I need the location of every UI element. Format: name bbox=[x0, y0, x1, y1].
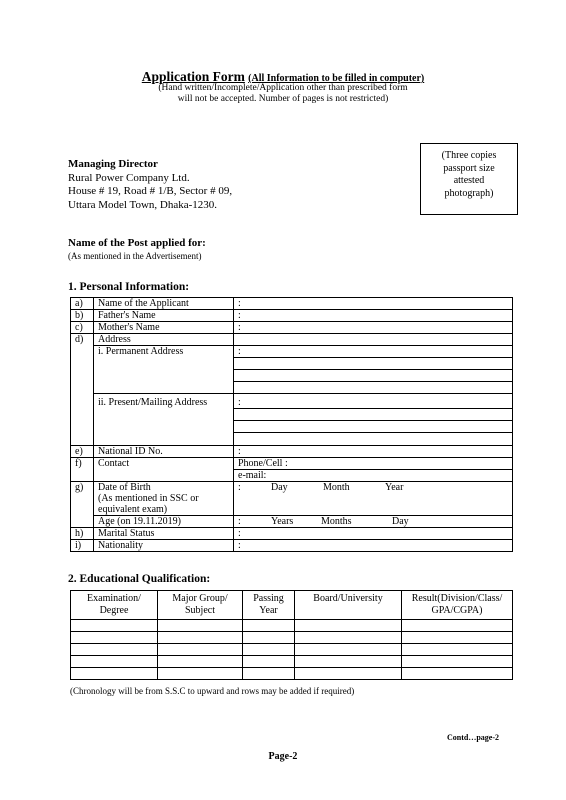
dob-label-1: Date of Birth bbox=[98, 481, 151, 493]
row-mother-name bbox=[71, 322, 513, 334]
row-label: National ID No. bbox=[94, 445, 234, 457]
cell[interactable] bbox=[71, 644, 158, 656]
row-label: Marital Status bbox=[94, 527, 234, 539]
post-label: Name of the Post applied for: bbox=[68, 237, 206, 249]
row-key-blank bbox=[71, 370, 94, 382]
col-major-header: Major Group/ Subject bbox=[158, 591, 243, 620]
permanent-address-field-3[interactable] bbox=[234, 370, 513, 382]
personal-info-heading: 1. Personal Information: bbox=[68, 281, 190, 293]
marital-status-field[interactable]: : bbox=[234, 527, 513, 539]
permanent-address-field-4[interactable] bbox=[234, 382, 513, 394]
row-key-blank bbox=[71, 469, 94, 481]
address-line-2: House # 19, Road # 1/B, Sector # 09, bbox=[68, 185, 233, 197]
education-row bbox=[71, 668, 513, 680]
national-id-field[interactable]: : bbox=[234, 445, 513, 457]
photo-note-4: photograph) bbox=[444, 187, 494, 199]
recipient-address bbox=[68, 158, 232, 212]
age-colon: : bbox=[238, 515, 241, 527]
row-label-blank bbox=[94, 433, 234, 446]
recipient-title: Managing Director bbox=[68, 158, 158, 170]
mother-name-field[interactable]: : bbox=[234, 322, 513, 334]
row-key-blank bbox=[71, 394, 94, 409]
row-label: Contact bbox=[94, 457, 234, 469]
title-main: Application Form bbox=[141, 69, 245, 84]
cell[interactable] bbox=[158, 620, 243, 632]
row-label-blank bbox=[94, 382, 234, 394]
dob-month-label: Month bbox=[323, 481, 350, 493]
dob-label-2: (As mentioned in SSC or bbox=[98, 492, 199, 504]
cell[interactable] bbox=[243, 668, 295, 680]
applicant-name-field[interactable]: : bbox=[234, 298, 513, 310]
row-label: Age (on 19.11.2019) bbox=[94, 515, 234, 527]
row-father-name bbox=[71, 310, 513, 322]
dob-label-3: equivalent exam) bbox=[98, 503, 168, 515]
cell[interactable] bbox=[295, 656, 402, 668]
row-key: g) bbox=[71, 481, 94, 515]
cell[interactable] bbox=[158, 644, 243, 656]
age-years-label: Years bbox=[271, 515, 294, 527]
phone-field[interactable]: Phone/Cell : bbox=[234, 457, 513, 469]
education-row bbox=[71, 620, 513, 632]
address-line-1: Rural Power Company Ltd. bbox=[68, 171, 190, 184]
address-line-3: Uttara Model Town, Dhaka-1230. bbox=[68, 198, 218, 211]
cell[interactable] bbox=[243, 656, 295, 668]
row-label bbox=[94, 481, 234, 515]
permanent-address-field-1[interactable]: : bbox=[234, 346, 513, 358]
cell[interactable] bbox=[402, 632, 513, 644]
present-address-field-1[interactable]: : bbox=[234, 394, 513, 409]
photo-note-2: passport size bbox=[443, 162, 495, 174]
cell[interactable] bbox=[71, 656, 158, 668]
cell[interactable] bbox=[402, 620, 513, 632]
cell[interactable] bbox=[295, 632, 402, 644]
row-age bbox=[71, 515, 513, 527]
present-address-field-3[interactable] bbox=[234, 421, 513, 433]
row-label: Mother's Name bbox=[94, 322, 234, 334]
age-field[interactable] bbox=[234, 515, 513, 527]
cell[interactable] bbox=[158, 668, 243, 680]
cell[interactable] bbox=[295, 668, 402, 680]
permanent-address-field-2[interactable] bbox=[234, 358, 513, 370]
cell[interactable] bbox=[402, 668, 513, 680]
education-row bbox=[71, 632, 513, 644]
row-key: c) bbox=[71, 322, 94, 334]
row-label: Father's Name bbox=[94, 310, 234, 322]
education-row bbox=[71, 656, 513, 668]
cell[interactable] bbox=[295, 644, 402, 656]
cell[interactable] bbox=[402, 656, 513, 668]
col-exam-header: Examination/ Degree bbox=[71, 591, 158, 620]
dob-day-label: Day bbox=[271, 481, 288, 493]
cell[interactable] bbox=[158, 632, 243, 644]
personal-info-table bbox=[70, 297, 513, 552]
row-key: b) bbox=[71, 310, 94, 322]
row-label-blank bbox=[94, 409, 234, 421]
cell[interactable] bbox=[71, 668, 158, 680]
row-nationality bbox=[71, 539, 513, 551]
row-label-blank bbox=[94, 370, 234, 382]
row-key: d) bbox=[71, 334, 94, 346]
row-key-blank bbox=[71, 433, 94, 446]
cell[interactable] bbox=[71, 620, 158, 632]
continued-note: Contd…page-2 bbox=[447, 733, 500, 742]
photo-note-3: attested bbox=[453, 175, 485, 186]
row-label: Address bbox=[94, 334, 234, 346]
email-field[interactable]: e-mail: bbox=[234, 469, 513, 481]
cell[interactable] bbox=[402, 644, 513, 656]
row-key-blank bbox=[71, 358, 94, 370]
row-label-blank bbox=[94, 421, 234, 433]
row-key: f) bbox=[71, 457, 94, 469]
page-number: Page-2 bbox=[268, 751, 298, 762]
row-label: Name of the Applicant bbox=[94, 298, 234, 310]
row-label: Nationality bbox=[94, 539, 234, 551]
row-label-blank bbox=[94, 358, 234, 370]
instruction-line-2: will not be accepted. Number of pages is not restricted) bbox=[177, 94, 389, 104]
cell[interactable] bbox=[158, 656, 243, 668]
row-key-blank bbox=[71, 421, 94, 433]
row-key-blank bbox=[71, 382, 94, 394]
row-key: a) bbox=[71, 298, 94, 310]
present-address-field-4[interactable] bbox=[234, 433, 513, 446]
instruction-line-1: (Hand written/Incomplete/Application other than prescribed form bbox=[158, 83, 408, 93]
father-name-field[interactable]: : bbox=[234, 310, 513, 322]
row-key: e) bbox=[71, 445, 94, 457]
education-footnote: (Chronology will be from S.S.C to upward and rows may be added if required) bbox=[70, 686, 355, 696]
row-key-blank bbox=[71, 515, 94, 527]
dob-year-label: Year bbox=[385, 481, 404, 493]
row-applicant-name bbox=[71, 298, 513, 310]
cell[interactable] bbox=[71, 632, 158, 644]
title-note: (All Information to be filled in computer) bbox=[248, 73, 425, 84]
row-contact bbox=[71, 457, 513, 469]
row-label-blank bbox=[94, 469, 234, 481]
age-months-label: Months bbox=[321, 515, 352, 527]
row-key: h) bbox=[71, 527, 94, 539]
education-table bbox=[70, 590, 513, 680]
education-row bbox=[71, 644, 513, 656]
post-note: (As mentioned in the Advertisement) bbox=[68, 251, 202, 261]
row-national-id bbox=[71, 445, 513, 457]
col-result-header: Result(Division/Class/ GPA/CGPA) bbox=[402, 591, 513, 620]
col-year-header: Passing Year bbox=[243, 591, 295, 620]
row-key-blank bbox=[71, 346, 94, 358]
photo-box[interactable] bbox=[420, 143, 518, 215]
dob-field[interactable] bbox=[234, 481, 513, 515]
education-header-row bbox=[71, 591, 513, 620]
row-date-of-birth bbox=[71, 481, 513, 515]
age-day-label: Day bbox=[392, 515, 409, 527]
row-address bbox=[71, 334, 513, 346]
education-heading: 2. Educational Qualification: bbox=[68, 573, 211, 585]
row-key: i) bbox=[71, 539, 94, 551]
present-address-field-2[interactable] bbox=[234, 409, 513, 421]
row-label: ii. Present/Mailing Address bbox=[94, 394, 234, 409]
cell[interactable] bbox=[243, 620, 295, 632]
row-key-blank bbox=[71, 409, 94, 421]
cell[interactable] bbox=[243, 632, 295, 644]
nationality-field[interactable]: : bbox=[234, 539, 513, 551]
address-blank bbox=[234, 334, 513, 346]
row-label: i. Permanent Address bbox=[94, 346, 234, 358]
cell[interactable] bbox=[295, 620, 402, 632]
cell[interactable] bbox=[243, 644, 295, 656]
row-marital-status bbox=[71, 527, 513, 539]
photo-note-1: (Three copies bbox=[441, 150, 497, 161]
dob-colon: : bbox=[238, 481, 241, 493]
col-board-header: Board/University bbox=[295, 591, 402, 620]
